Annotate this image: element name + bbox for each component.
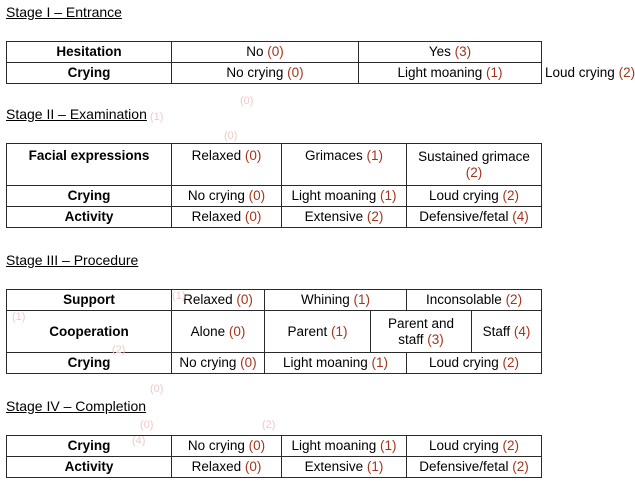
stage-1-title: Stage I – Entrance xyxy=(6,4,122,20)
table-row xyxy=(7,353,542,374)
table-row xyxy=(7,207,542,228)
score: (2) xyxy=(502,355,520,370)
option-cell: Light moaning (1) xyxy=(265,353,407,374)
option-cell: Yes (3) xyxy=(359,42,542,63)
option-cell: Defensive/fetal (4) xyxy=(407,207,542,228)
score: (0) xyxy=(267,44,284,59)
option-cell: Extensive (1) xyxy=(282,457,407,478)
row-label-crying: Crying xyxy=(7,436,172,457)
score: (3) xyxy=(454,44,472,59)
option-cell: Parent and staff (3) xyxy=(371,311,472,353)
ghost-score: (1) xyxy=(150,111,164,123)
ghost-score: (1) xyxy=(12,311,26,323)
ghost-score: (1) xyxy=(172,290,186,302)
option-cell: No crying (0) xyxy=(172,436,282,457)
score: (0) xyxy=(287,65,304,80)
ghost-score: (0) xyxy=(240,95,254,107)
option-cell: No crying (0) xyxy=(172,186,282,207)
row-label-hesitation: Hesitation xyxy=(7,42,172,63)
score: (2) xyxy=(502,188,520,203)
option-cell: Extensive (2) xyxy=(282,207,407,228)
score: (2) xyxy=(512,459,529,474)
score: (3) xyxy=(427,331,444,347)
option-cell: Relaxed (0) xyxy=(172,144,282,186)
row-label-facial-expressions: Facial expressions xyxy=(7,144,172,186)
row-label-cooperation: Cooperation xyxy=(7,311,172,353)
score: (0) xyxy=(240,355,257,370)
score: (0) xyxy=(244,148,262,163)
option-cell: Loud crying (2) xyxy=(407,353,542,374)
table-row xyxy=(7,186,542,207)
score: (2) xyxy=(618,65,635,80)
option-cell: Relaxed (0) xyxy=(172,290,265,311)
row-label-crying: Crying xyxy=(7,63,172,84)
option-cell: Staff (4) xyxy=(472,311,542,353)
ghost-score: (2) xyxy=(112,344,126,356)
ghost-score: (2) xyxy=(262,419,276,431)
row-label-crying: Crying xyxy=(7,186,172,207)
table-row: Crying No crying (0) Light moaning (1) Loud crying (2) xyxy=(7,63,542,84)
option-cell: Sustained grimace (2) xyxy=(407,144,542,186)
score: (0) xyxy=(228,323,246,339)
option-cell: Alone (0) xyxy=(172,311,265,353)
table-row xyxy=(7,436,542,457)
table-row xyxy=(7,311,542,353)
score: (1) xyxy=(380,188,397,203)
option-cell: Light moaning (1) xyxy=(282,436,407,457)
ghost-score: (0) xyxy=(140,419,154,431)
option-cell: No crying (0) xyxy=(172,353,265,374)
option-cell: Inconsolable (2) xyxy=(407,290,542,311)
score: (1) xyxy=(353,292,371,307)
option-cell: Grimaces (1) xyxy=(282,144,407,186)
table-row xyxy=(7,42,542,63)
option-cell: No crying (0) xyxy=(172,63,359,84)
score: (0) xyxy=(244,209,262,224)
option-cell: Parent (1) xyxy=(265,311,371,353)
score: (0) xyxy=(236,292,253,307)
option-cell: Relaxed (0) xyxy=(172,207,282,228)
stage-2-table xyxy=(6,143,542,228)
score: (1) xyxy=(371,355,389,370)
score: (2) xyxy=(366,209,384,224)
stage-1-table xyxy=(6,41,635,84)
row-label-activity: Activity xyxy=(7,457,172,478)
score: (0) xyxy=(248,188,266,203)
ghost-score: (0) xyxy=(224,130,238,142)
option-cell: Light moaning (1) xyxy=(359,63,542,84)
score: (1) xyxy=(380,438,397,453)
score: (0) xyxy=(248,438,266,453)
score: (0) xyxy=(244,459,262,474)
option-cell: Loud crying (2) xyxy=(407,186,542,207)
score: (1) xyxy=(486,65,503,80)
option-cell: Defensive/fetal (2) xyxy=(407,457,542,478)
stage-2-title: Stage II – Examination xyxy=(6,106,147,122)
option-cell: Light moaning (1) xyxy=(282,186,407,207)
stage-4-table xyxy=(6,435,542,478)
option-cell: No (0) xyxy=(172,42,359,63)
ghost-score: (0) xyxy=(150,383,164,395)
score: (2) xyxy=(505,292,523,307)
score: (1) xyxy=(366,459,384,474)
option-cell: Relaxed (0) xyxy=(172,457,282,478)
row-label-activity: Activity xyxy=(7,207,172,228)
stage-3-title: Stage III – Procedure xyxy=(6,252,139,268)
score: (2) xyxy=(502,438,520,453)
table-row xyxy=(7,290,542,311)
row-label-support: Support xyxy=(7,290,172,311)
table-row xyxy=(7,144,542,186)
stage-4-title: Stage IV – Completion xyxy=(6,398,147,414)
score: (4) xyxy=(512,209,529,224)
score: (1) xyxy=(366,148,384,163)
row-label-crying: Crying xyxy=(7,353,172,374)
score: (1) xyxy=(331,323,348,339)
table-row xyxy=(7,457,542,478)
ghost-score: (4) xyxy=(132,435,146,447)
stage-3-table xyxy=(6,289,542,374)
score: (2) xyxy=(465,164,483,180)
option-cell: Loud crying (2) xyxy=(407,436,542,457)
option-cell: Whining (1) xyxy=(265,290,407,311)
score: (4) xyxy=(513,323,531,339)
